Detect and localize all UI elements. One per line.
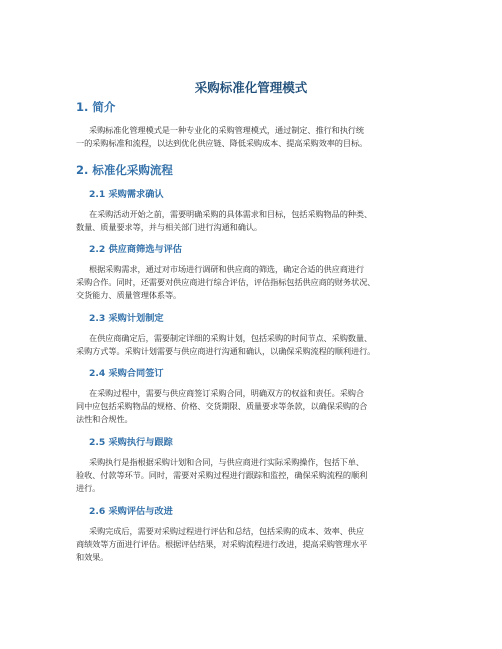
paragraph-line: 在采购过程中，需要与供应商签订采购合同，明确双方的权益和责任。采购合 — [89, 388, 364, 398]
subsection-heading-2-5: 2.5 采购执行与跟踪 — [89, 437, 173, 448]
intro-paragraph — [76, 124, 428, 150]
document-title: 采购标准化管理模式 — [194, 80, 308, 95]
subsection-paragraph-2-3 — [76, 332, 428, 358]
paragraph-line: 采购方式等。采购计划需要与供应商进行沟通和确认，以确保采购流程的顺利进行。 — [76, 346, 376, 356]
paragraph-line: 法性和合规性。 — [76, 414, 133, 424]
paragraph-line: 数量、质量要求等，并与相关部门进行沟通和确认。 — [76, 222, 263, 232]
paragraph-line: 交货能力、质量管理体系等。 — [76, 290, 182, 300]
subsection-heading-2-2: 2.2 供应商筛选与评估 — [89, 244, 182, 255]
paragraph-line: 在采购活动开始之前，需要明确采购的具体需求和目标，包括采购物品的种类、 — [89, 209, 373, 219]
paragraph-line: 采购执行是指根据采购计划和合同，与供应商进行实际采购操作，包括下单、 — [89, 457, 364, 467]
paragraph-line: 进行。 — [76, 483, 101, 493]
paragraph-line: 采购完成后，需要对采购过程进行评估和总结，包括采购的成本、效率、供应 — [89, 526, 364, 536]
subsection-paragraph-2-2 — [76, 263, 428, 302]
paragraph-line: 同中应包括采购物品的规格、价格、交货期限、质量要求等条款，以确保采购的合 — [76, 401, 368, 411]
subsection-paragraph-2-4 — [76, 387, 428, 426]
paragraph-line: 采购合作。同时，还需要对供应商进行综合评估，评估指标包括供应商的财务状况、 — [76, 277, 376, 287]
paragraph-line: 一的采购标准和流程，以达到优化供应链、降低采购成本、提高采购效率的目标。 — [76, 138, 368, 148]
paragraph-line: 采购标准化管理模式是一种专业化的采购管理模式，通过制定、推行和执行统 — [89, 125, 364, 135]
paragraph-line: 商绩效等方面进行评估。根据评估结果，对采购流程进行改进，提高采购管理水平 — [76, 539, 368, 549]
subsection-paragraph-2-1 — [76, 208, 428, 234]
paragraph-line: 在供应商确定后，需要制定详细的采购计划，包括采购的时间节点、采购数量、 — [89, 333, 373, 343]
paragraph-line: 和效果。 — [76, 552, 109, 562]
paragraph-line: 根据采购需求，通过对市场进行调研和供应商的筛选，确定合适的供应商进行 — [89, 264, 364, 274]
section-heading-intro: 1. 简介 — [76, 100, 116, 114]
paragraph-line: 验收、付款等环节。同时，需要对采购过程进行跟踪和监控，确保采购流程的顺利 — [76, 470, 368, 480]
subsection-heading-2-6: 2.6 采购评估与改进 — [89, 506, 173, 517]
section-heading-process: 2. 标准化采购流程 — [76, 163, 173, 177]
subsection-heading-2-3: 2.3 采购计划制定 — [89, 313, 164, 324]
subsection-paragraph-2-6 — [76, 525, 428, 564]
subsection-heading-2-4: 2.4 采购合同签订 — [89, 368, 164, 379]
subsection-heading-2-1: 2.1 采购需求确认 — [89, 189, 164, 200]
subsection-paragraph-2-5 — [76, 456, 428, 495]
